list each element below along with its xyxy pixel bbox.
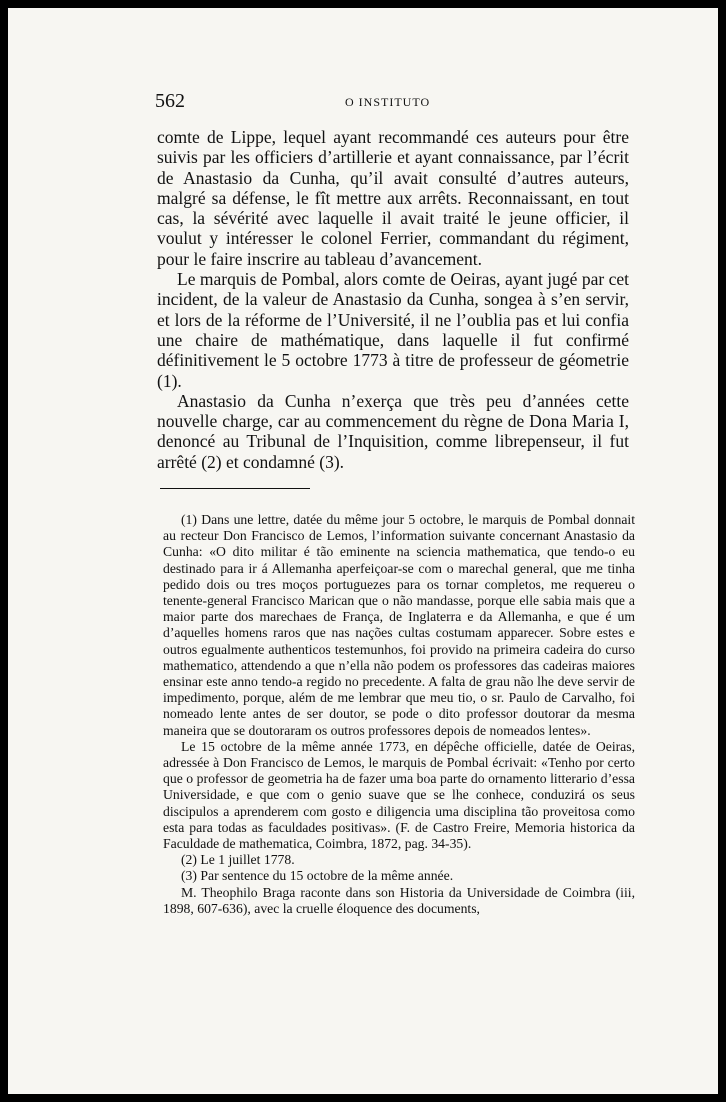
- body-paragraph-2: Le marquis de Pombal, alors comte de Oeiras, ayant jugé par cet incident, de la valeur de Anastasio da Cunha, songea à s’en servir, et lors de la réforme de l’Université, il ne l’oublia pas et lui confia une chaire de mathématique, dans laquelle il fut confirmé définitivement le 5 octobre 1773 à titre de professeur de géometrie (1).: [157, 269, 629, 391]
- page-header: [155, 90, 605, 114]
- running-head: O INSTITUTO: [345, 95, 431, 109]
- footnote-1: (1) Dans une lettre, datée du même jour 5 octobre, le marquis de Pombal donnait au recteur Don Francisco de Lemos, l’information suivante concernant Anastasio da Cunha: «O dito militar é tão eminente na sciencia mathematica, que tendo-o eu destinado para ir á Allemanha aperfeiçoar-se com o marechal general, que me tinha pedido dois ou tres moços portuguezes para os tornar completos, me requereu o tenente-general Francisco Marican que o não mandasse, porque elle sabia mais que a maior parte dos marechaes de França, de Inglaterra e da Allemanha, e que é um d’aquelles homens raros que nas nações cultas costumam apparecer. Sobre estes e outros egualmente authenticos testemunhos, foi provido na primeira cadeira do curso mathematico, attendendo a que n’ella não podem os professores das cadeiras maiores ensinar este anno tendo-a regido no precedente. A falta de grau não lhe deve servir de impedimento, porque, além de me lembrar que meu tio, o sr. Paulo de Carvalho, foi nomeado lente antes de ser doutor, se pode o dito professor doutorar da mesma maneira que se doutoraram os outros professores depois de nomeados lentes».: [163, 512, 635, 738]
- main-text: [157, 127, 629, 472]
- page-number: 562: [155, 90, 185, 112]
- body-paragraph-1: comte de Lippe, lequel ayant recommandé ces auteurs pour être suivis par les officiers d’artillerie et ayant connaissance, par l’écrit de Anastasio da Cunha, qu’il avait consulté d’autres auteurs, malgré sa défense, le fît mettre aux arrêts. Reconnaissant, en tout cas, la sévérité avec laquelle il avait traité le jeune officier, il voulut y intéresser le colonel Ferrier, commandant du régiment, pour le faire inscrire au tableau d’avancement.: [157, 127, 629, 269]
- footnotes: [163, 512, 635, 917]
- footnote-separator: [160, 488, 310, 489]
- footnote-3-continuation: M. Theophilo Braga raconte dans son Historia da Universidade de Coimbra (iii, 1898, 607-636), avec la cruelle éloquence des documents,: [163, 884, 635, 916]
- body-paragraph-3: Anastasio da Cunha n’exerça que très peu d’années cette nouvelle charge, car au commencement du règne de Dona Maria I, denoncé au Tribunal de l’Inquisition, comme librepenseur, il fut arrêté (2) et condamné (3).: [157, 390, 629, 472]
- footnote-3: (3) Par sentence du 15 octobre de la même année.: [181, 868, 454, 884]
- footnote-2: (2) Le 1 juillet 1778.: [181, 852, 295, 868]
- footnote-1-continuation: Le 15 octobre de la même année 1773, en dépêche officielle, datée de Oeiras, adressée à Don Francisco de Lemos, le marquis de Pombal écrivait: «Tenho por certo que o professor de geometria ha de fazer uma boa parte do ornamento litterario d’essa Universidade, e que com o genio suave que se lhe conhece, conduzirá os seus discipulos a aprenderem com gosto e diligencia uma disciplina tão proveitosa como esta para todas as faculdades positivas». (F. de Castro Freire, Memoria historica da Faculdade de mathematica, Coimbra, 1872, pag. 34-35).: [163, 738, 635, 852]
